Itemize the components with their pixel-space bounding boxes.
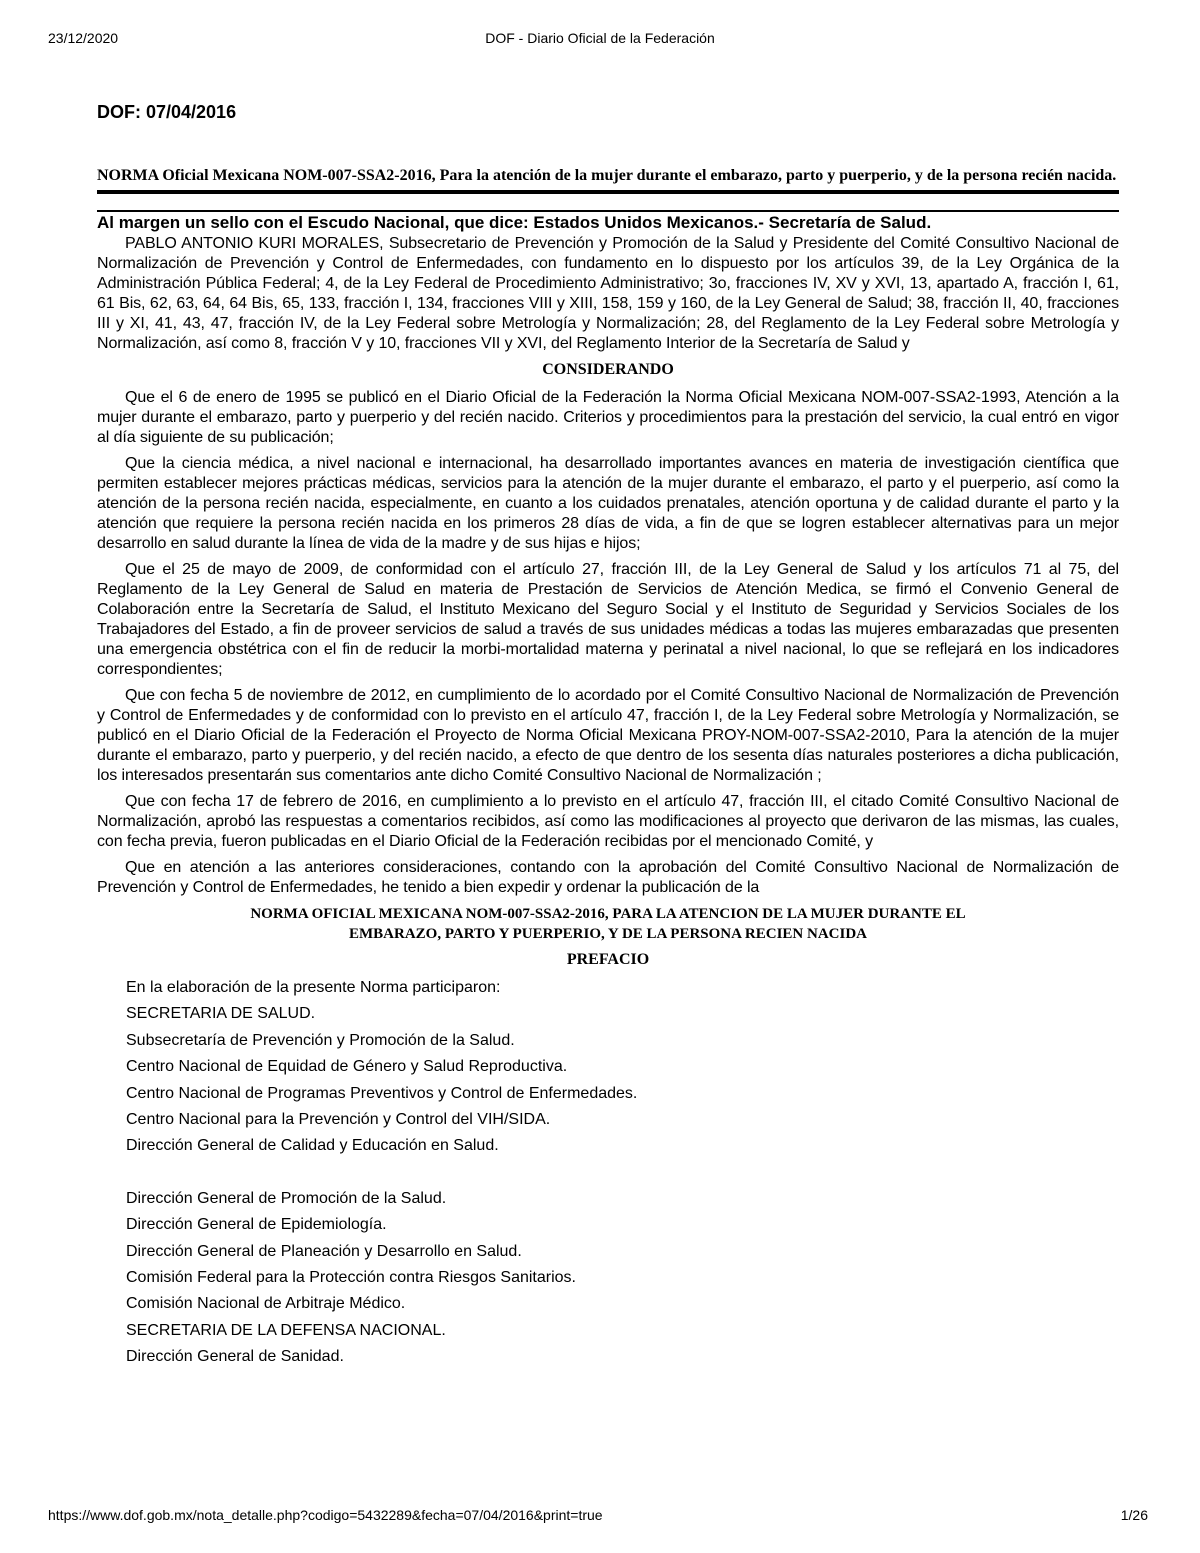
title-divider-thick	[97, 190, 1119, 194]
prefacio-heading: PREFACIO	[566, 951, 650, 968]
dof-date: DOF: 07/04/2016	[97, 102, 237, 122]
participant-item: Centro Nacional para la Prevención y Control del VIH/SIDA.	[126, 1110, 551, 1128]
norm-heading-line: EMBARAZO, PARTO Y PUERPERIO, Y DE LA PERSONA RECIEN NACIDA	[349, 926, 867, 942]
considerando-paragraph: Que la ciencia médica, a nivel nacional e internacional, ha desarrollado importantes avances en materia de investigación científica que permiten establecer mejores prácticas médicas, servicios para la atención de la mujer durante el embarazo, el parto y el puerperio, así como la atención de la persona recién nacida, especialmente, en cuanto a los cuidados prenatales, atención oportuna y de calidad durante el parto y la atención que requiere la persona recién nacida en los primeros 28 días de vida, a fin de que se logren establecer alternativas para un mejor desarrollo en salud durante la línea de vida de la madre y de sus hijas e hijos;	[97, 455, 1119, 552]
participant-item: Dirección General de Calidad y Educación en Salud.	[126, 1137, 499, 1155]
considerando-heading: CONSIDERANDO	[542, 361, 674, 378]
considerando-paragraph: Que con fecha 17 de febrero de 2016, en cumplimiento a lo previsto en el artículo 47, fracción III, el citado Comité Consultivo Nacional de Normalización, aprobó las respuestas a comentarios recibidos, así como las modificaciones al proyecto que derivaron de las mismas, las cuales, con fecha previa, fueron publicadas en el Diario Oficial de la Federación recibidas por el mencionado Comité, y	[97, 793, 1119, 850]
considerando-paragraph: Que con fecha 5 de noviembre de 2012, en cumplimiento de lo acordado por el Comité Consultivo Nacional de Normalización de Prevención y Control de Enfermedades y de conformidad con lo previsto en el artículo 47, fracción I, de la Ley Federal sobre Metrología y Normalización, se publicó en el Diario Oficial de la Federación el Proyecto de Norma Oficial Mexicana PROY-NOM-007-SSA2-2010, Para la atención de la mujer durante el embarazo, parto y puerperio, y del recién nacido, a efecto de que dentro de los sesenta días naturales posteriores a dicha publicación, los interesados presentarán sus comentarios ante dicho Comité Consultivo Nacional de Normalización ;	[97, 687, 1119, 784]
print-header-date: 23/12/2020	[48, 30, 119, 46]
document-body	[97, 102, 1119, 1373]
seal-statement: Al margen un sello con el Escudo Nacional, que dice: Estados Unidos Mexicanos.- Secretaría de Salud.	[97, 213, 932, 232]
intro-paragraph: PABLO ANTONIO KURI MORALES, Subsecretario de Prevención y Promoción de la Salud y Presidente del Comité Consultivo Nacional de Normalización de Prevención y Control de Enfermedades, con fundamento en lo dispuesto por los artículos 39, de la Ley Orgánica de la Administración Pública Federal; 4, de la Ley Federal de Procedimiento Administrativo; 3o, fracciones IV, XV y XVI, 13, apartado A, fracción I, 61, 61 Bis, 62, 63, 64, 64 Bis, 65, 133, fracción I, 134, fracciones VIII y XIII, 158, 159 y 160, de la Ley General de Salud; 38, fracción II, 40, fracciones III y XI, 41, 43, 47, fracción IV, de la Ley Federal sobre Metrología y Normalización; 28, del Reglamento de la Ley Federal sobre Metrología y Normalización, así como 8, fracción V y 10, fracciones VII y XVI, del Reglamento Interior de la Secretaría de Salud y	[97, 235, 1119, 352]
norm-title: NORMA Oficial Mexicana NOM-007-SSA2-2016, Para la atención de la mujer durante el embarazo, parto y puerperio, y de la persona recién nacida.	[97, 167, 1117, 184]
print-footer-page-number: 1/26	[1120, 1507, 1148, 1523]
norm-heading-line: NORMA OFICIAL MEXICANA NOM-007-SSA2-2016, PARA LA ATENCION DE LA MUJER DURANTE EL	[250, 906, 966, 922]
participant-item: Dirección General de Promoción de la Salud.	[126, 1189, 447, 1207]
participant-item: Dirección General de Sanidad.	[126, 1348, 344, 1366]
participant-item: Comisión Nacional de Arbitraje Médico.	[126, 1295, 406, 1313]
considerando-paragraph: Que en atención a las anteriores consideraciones, contando con la aprobación del Comité Consultivo Nacional de Normalización de Prevención y Control de Enfermedades, he tenido a bien expedir y ordenar la publicación de la	[97, 859, 1119, 896]
participant-item: SECRETARIA DE LA DEFENSA NACIONAL.	[126, 1321, 446, 1339]
list-spacer	[97, 1163, 1119, 1189]
participant-item: Centro Nacional de Programas Preventivos y Control de Enfermedades.	[126, 1084, 638, 1102]
participant-item: Centro Nacional de Equidad de Género y Salud Reproductiva.	[126, 1058, 568, 1076]
participant-item: Subsecretaría de Prevención y Promoción de la Salud.	[126, 1031, 515, 1049]
print-header-title: DOF - Diario Oficial de la Federación	[485, 30, 715, 46]
prefacio-intro: En la elaboración de la presente Norma participaron:	[126, 979, 501, 996]
participant-item: Comisión Federal para la Protección contra Riesgos Sanitarios.	[126, 1268, 576, 1286]
print-footer-url: https://www.dof.gob.mx/nota_detalle.php?codigo=5432289&fecha=07/04/2016&print=true	[48, 1507, 603, 1523]
participant-item: SECRETARIA DE SALUD.	[126, 1005, 316, 1023]
norm-heading	[97, 904, 1119, 944]
considerando-paragraph: Que el 25 de mayo de 2009, de conformidad con el artículo 27, fracción III, de la Ley General de Salud y los artículos 71 al 75, del Reglamento de la Ley General de Salud en materia de Prestación de Servicios de Atención Medica, se firmó el Convenio General de Colaboración entre la Secretaría de Salud, el Instituto Mexicano del Seguro Social y el Instituto de Seguridad y Servicios Sociales de los Trabajadores del Estado, a fin de proveer servicios de salud a través de sus unidades médicas a todas las mujeres embarazadas que presenten una emergencia obstétrica con el fin de reducir la morbi-mortalidad materna y perinatal a nivel nacional, lo que se reflejará en los indicadores correspondientes;	[97, 561, 1119, 678]
participant-item: Dirección General de Planeación y Desarrollo en Salud.	[126, 1242, 522, 1260]
considerando-paragraph: Que el 6 de enero de 1995 se publicó en el Diario Oficial de la Federación la Norma Oficial Mexicana NOM-007-SSA2-1993, Atención a la mujer durante el embarazo, parto y puerperio y del recién nacido. Criterios y procedimientos para la prestación del servicio, la cual entró en vigor al día siguiente de su publicación;	[97, 389, 1119, 446]
participant-item: Dirección General de Epidemiología.	[126, 1216, 387, 1234]
